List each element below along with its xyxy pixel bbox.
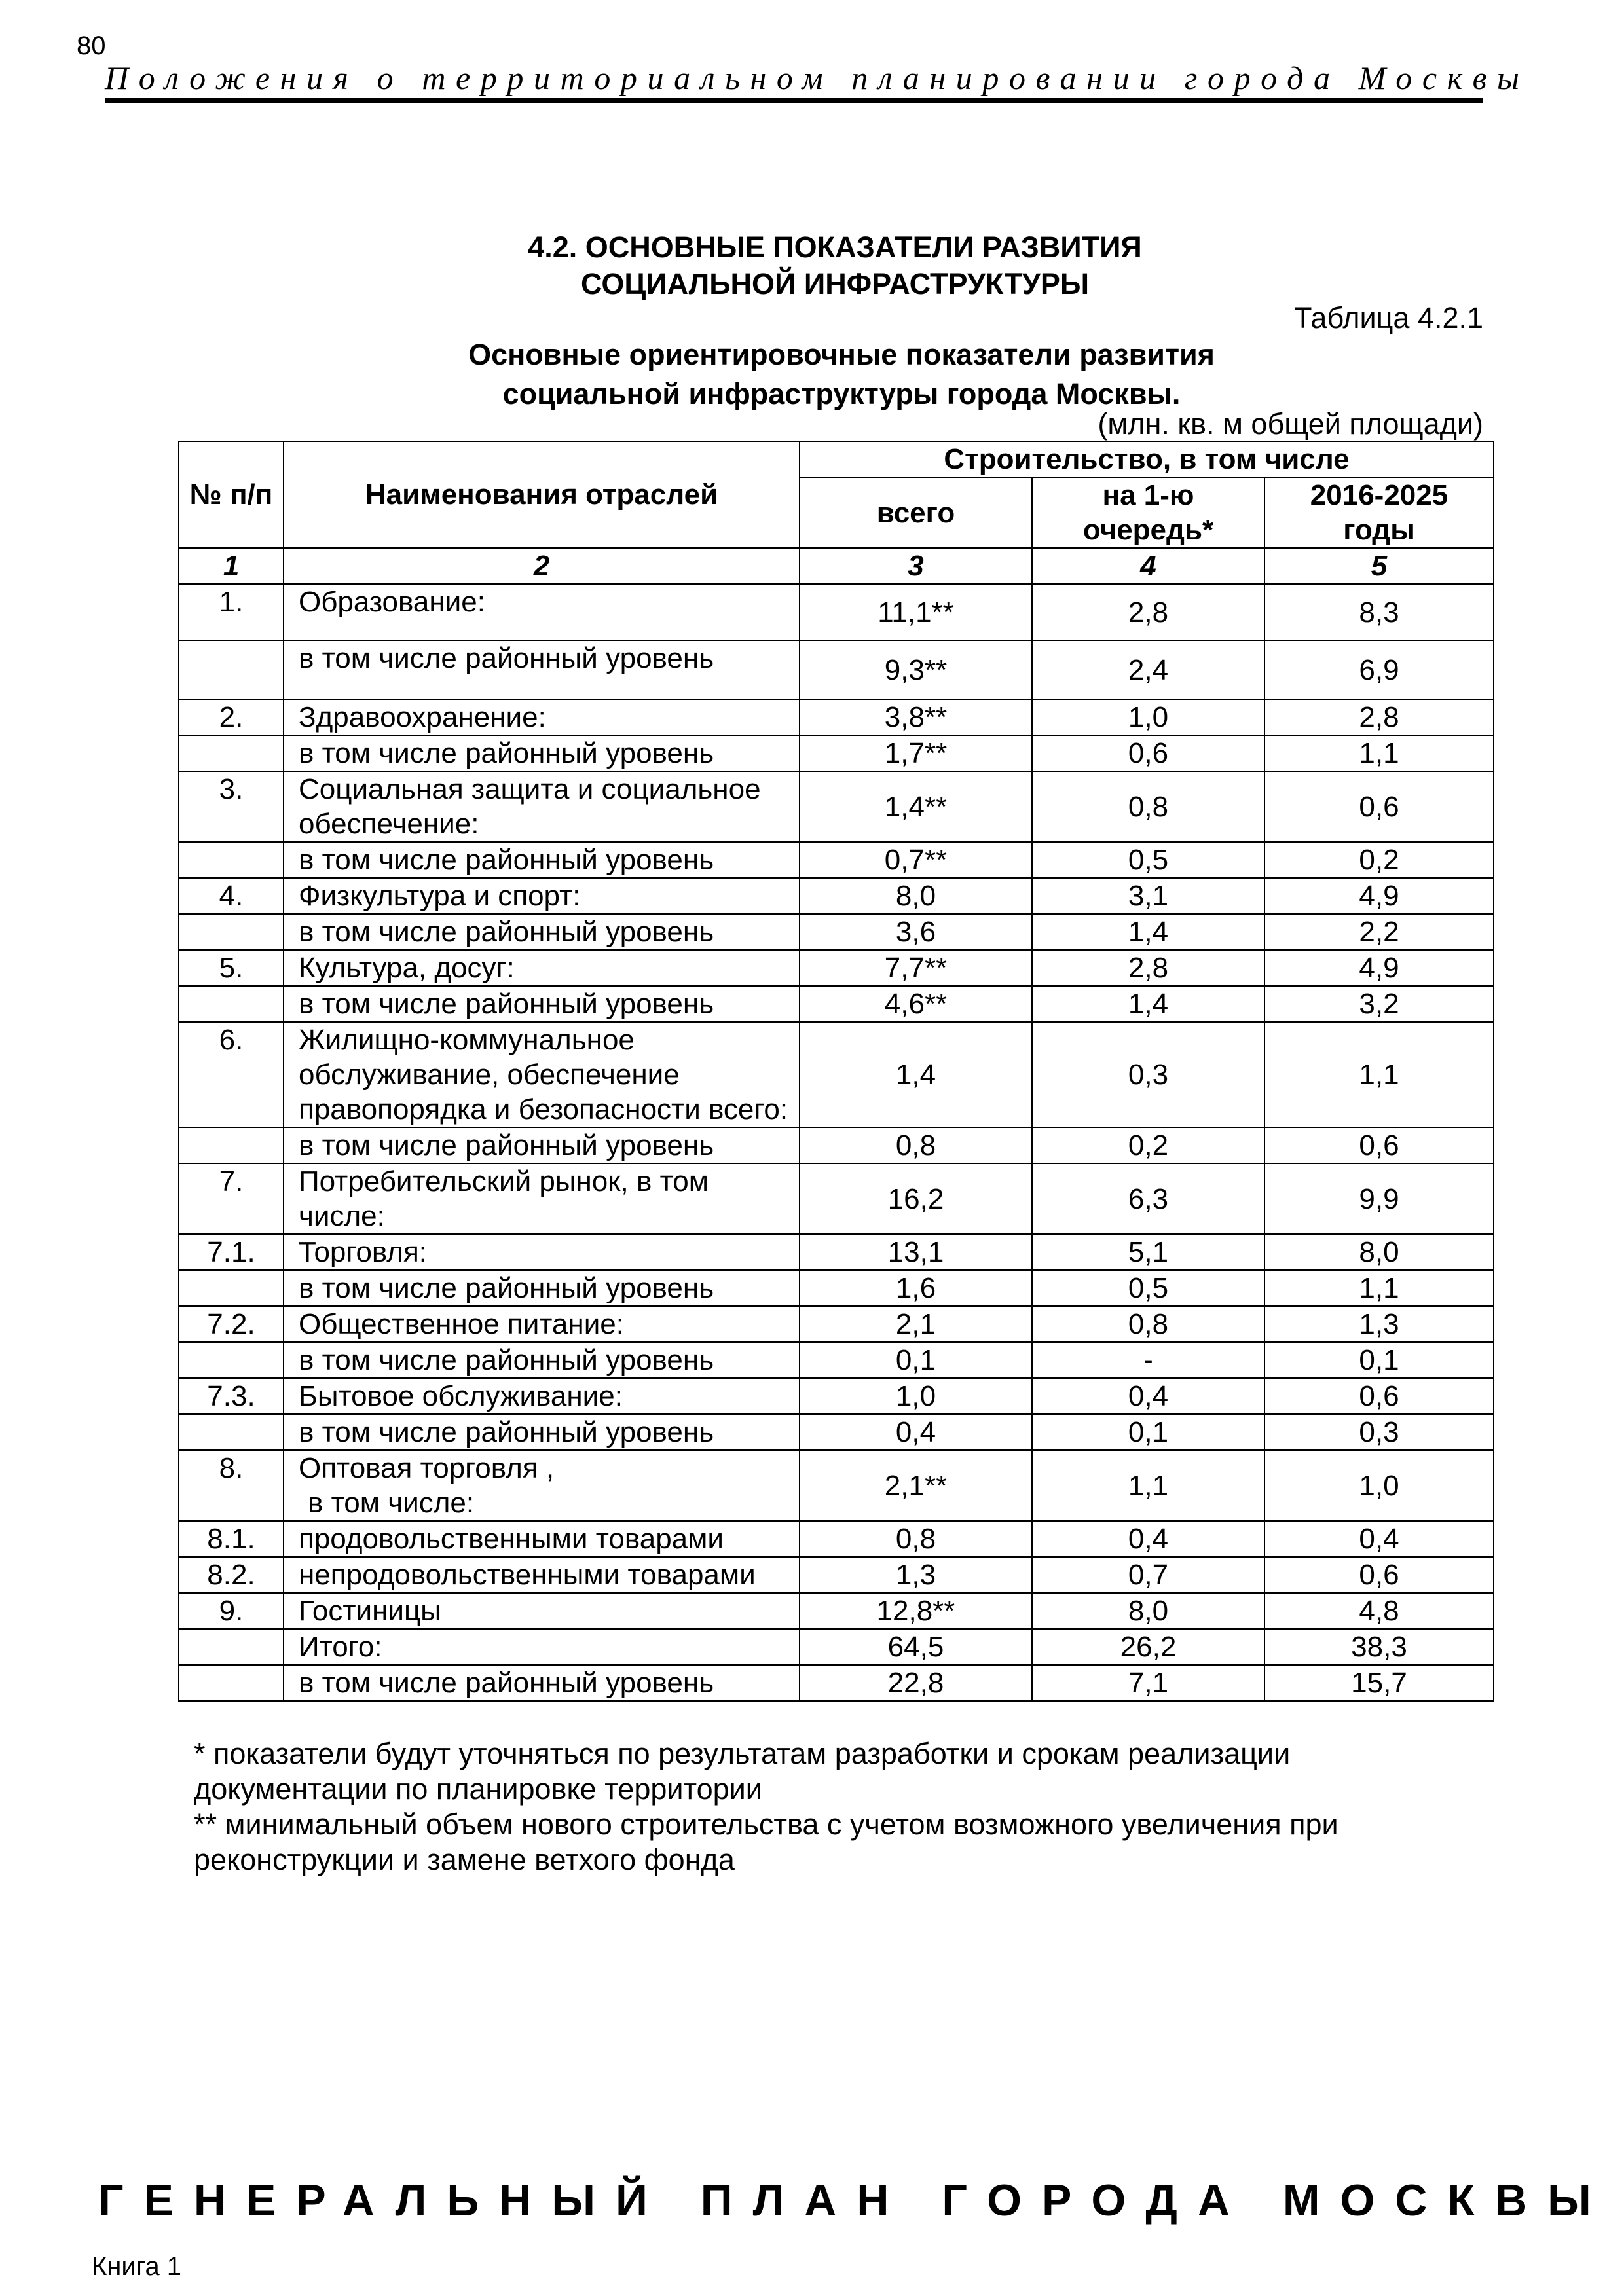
row-name: Гостиницы [284, 1593, 800, 1629]
row-first-stage: 0,6 [1032, 735, 1264, 771]
row-period: 6,9 [1264, 640, 1494, 699]
header-name: Наименования отраслей [284, 441, 800, 548]
row-first-stage: 6,3 [1032, 1163, 1264, 1234]
row-first-stage: 3,1 [1032, 878, 1264, 914]
row-num: 1. [179, 584, 284, 640]
row-total: 2,1 [800, 1306, 1032, 1342]
row-period: 9,9 [1264, 1163, 1494, 1234]
row-total: 0,7** [800, 842, 1032, 878]
row-num [179, 914, 284, 950]
table [178, 441, 1494, 1702]
row-num: 7.2. [179, 1306, 284, 1342]
row-period: 1,1 [1264, 735, 1494, 771]
table-row [179, 1022, 1494, 1127]
table-row [179, 1593, 1494, 1629]
row-period: 1,1 [1264, 1270, 1494, 1306]
table-row [179, 771, 1494, 842]
table-header [179, 441, 1494, 584]
row-first-stage: 0,5 [1032, 1270, 1264, 1306]
header-rule [105, 98, 1483, 103]
row-total: 12,8** [800, 1593, 1032, 1629]
column-number: 4 [1032, 548, 1264, 584]
row-num [179, 1127, 284, 1163]
row-period: 1,1 [1264, 1022, 1494, 1127]
header-first-stage: на 1-ю очередь* [1032, 477, 1264, 548]
row-num: 3. [179, 771, 284, 842]
table-row [179, 950, 1494, 986]
row-period: 4,9 [1264, 878, 1494, 914]
footer-title: ГЕНЕРАЛЬНЫЙ ПЛАН ГОРОДА МОСКВЫ [98, 2176, 1612, 2225]
row-first-stage: 0,5 [1032, 842, 1264, 878]
row-total: 0,4 [800, 1414, 1032, 1450]
column-number: 2 [284, 548, 800, 584]
row-period: 4,9 [1264, 950, 1494, 986]
row-num: 4. [179, 878, 284, 914]
row-name: в том числе районный уровень [284, 735, 800, 771]
row-first-stage: 0,8 [1032, 1306, 1264, 1342]
row-period: 3,2 [1264, 986, 1494, 1022]
row-num [179, 1342, 284, 1378]
row-total: 3,8** [800, 699, 1032, 735]
row-period: 0,6 [1264, 1557, 1494, 1593]
row-total: 1,0 [800, 1378, 1032, 1414]
row-name: Культура, досуг: [284, 950, 800, 986]
table-body [179, 584, 1494, 1701]
table-row [179, 986, 1494, 1022]
table-number: Таблица 4.2.1 [1293, 301, 1483, 335]
row-period: 0,4 [1264, 1521, 1494, 1557]
table-row [179, 878, 1494, 914]
row-first-stage: 26,2 [1032, 1629, 1264, 1665]
row-period: 15,7 [1264, 1665, 1494, 1701]
row-total: 8,0 [800, 878, 1032, 914]
row-name: Здравоохранение: [284, 699, 800, 735]
table-row [179, 1378, 1494, 1414]
row-name: Потребительский рынок, в том числе: [284, 1163, 800, 1234]
row-name: Общественное питание: [284, 1306, 800, 1342]
section-title-line-1: 4.2. ОСНОВНЫЕ ПОКАЗАТЕЛИ РАЗВИТИЯ [528, 230, 1142, 264]
row-first-stage: 2,8 [1032, 950, 1264, 986]
column-number: 3 [800, 548, 1032, 584]
row-num: 6. [179, 1022, 284, 1127]
row-first-stage: 0,1 [1032, 1414, 1264, 1450]
row-name: непродовольственными товарами [284, 1557, 800, 1593]
page-number: 80 [77, 31, 106, 60]
row-name: Жилищно-коммунальное обслуживание, обеспечение правопорядка и безопасности всего: [284, 1022, 800, 1127]
table-row [179, 584, 1494, 640]
row-num [179, 1270, 284, 1306]
row-period: 0,3 [1264, 1414, 1494, 1450]
table-row [179, 1163, 1494, 1234]
row-first-stage: 0,4 [1032, 1378, 1264, 1414]
table-row [179, 1450, 1494, 1521]
row-period: 38,3 [1264, 1629, 1494, 1665]
row-total: 22,8 [800, 1665, 1032, 1701]
section-title [0, 229, 1624, 302]
header-period: 2016-2025 годы [1264, 477, 1494, 548]
row-num [179, 1414, 284, 1450]
footnotes [194, 1736, 1490, 1878]
row-first-stage: 2,8 [1032, 584, 1264, 640]
row-num: 8. [179, 1450, 284, 1521]
table-caption-line-2: социальной инфраструктуры города Москвы. [502, 377, 1181, 410]
table-row [179, 1342, 1494, 1378]
table-row [179, 1414, 1494, 1450]
row-first-stage: 8,0 [1032, 1593, 1264, 1629]
header-total: всего [800, 477, 1032, 548]
row-first-stage: 0,2 [1032, 1127, 1264, 1163]
row-first-stage: 1,4 [1032, 914, 1264, 950]
row-total: 0,1 [800, 1342, 1032, 1378]
row-first-stage: 0,7 [1032, 1557, 1264, 1593]
header-num: № п/п [179, 441, 284, 548]
row-num [179, 842, 284, 878]
row-total: 2,1** [800, 1450, 1032, 1521]
row-total: 1,3 [800, 1557, 1032, 1593]
row-num: 8.2. [179, 1557, 284, 1593]
table-caption-line-1: Основные ориентировочные показатели развития [468, 338, 1215, 371]
table-row [179, 699, 1494, 735]
row-name: в том числе районный уровень [284, 1414, 800, 1450]
row-total: 1,6 [800, 1270, 1032, 1306]
footnote-2: ** минимальный объем нового строительства с учетом возможного увеличения при реконструкции и замене ветхого фонда [194, 1808, 1338, 1876]
row-first-stage: - [1032, 1342, 1264, 1378]
row-total: 1,4** [800, 771, 1032, 842]
row-period: 0,6 [1264, 1127, 1494, 1163]
row-name: в том числе районный уровень [284, 1127, 800, 1163]
row-name: Итого: [284, 1629, 800, 1665]
row-num [179, 735, 284, 771]
row-period: 0,6 [1264, 1378, 1494, 1414]
running-head: Положения о территориальном планировании города Москвы [105, 60, 1530, 96]
row-total: 1,4 [800, 1022, 1032, 1127]
row-name: в том числе районный уровень [284, 640, 800, 699]
row-name: Бытовое обслуживание: [284, 1378, 800, 1414]
row-total: 11,1** [800, 584, 1032, 640]
row-first-stage: 2,4 [1032, 640, 1264, 699]
row-period: 8,3 [1264, 584, 1494, 640]
row-name-line-1: Оптовая торговля , [299, 1452, 555, 1484]
section-title-line-2: СОЦИАЛЬНОЙ ИНФРАСТРУКТУРЫ [580, 267, 1089, 301]
row-period: 1,0 [1264, 1450, 1494, 1521]
row-name-line-2: в том числе: [308, 1487, 475, 1519]
table-row [179, 1665, 1494, 1701]
column-number: 5 [1264, 548, 1494, 584]
row-num [179, 1629, 284, 1665]
column-numbers-row [179, 548, 1494, 584]
row-total: 13,1 [800, 1234, 1032, 1270]
row-total: 3,6 [800, 914, 1032, 950]
row-num: 7. [179, 1163, 284, 1234]
row-name: Образование: [284, 584, 800, 640]
row-period: 0,1 [1264, 1342, 1494, 1378]
row-first-stage: 0,4 [1032, 1521, 1264, 1557]
row-num: 7.1. [179, 1234, 284, 1270]
row-name: Торговля: [284, 1234, 800, 1270]
row-first-stage: 1,4 [1032, 986, 1264, 1022]
table-row [179, 1557, 1494, 1593]
indicators-table [178, 441, 1493, 1702]
row-total: 4,6** [800, 986, 1032, 1022]
row-total: 9,3** [800, 640, 1032, 699]
row-num: 2. [179, 699, 284, 735]
column-number: 1 [179, 548, 284, 584]
row-period: 2,2 [1264, 914, 1494, 950]
row-name: в том числе районный уровень [284, 1270, 800, 1306]
footnote-1: * показатели будут уточняться по результатам разработки и срокам реализации документации по планировке территории [194, 1737, 1291, 1806]
row-first-stage: 1,0 [1032, 699, 1264, 735]
row-name: Физкультура и спорт: [284, 878, 800, 914]
row-total: 1,7** [800, 735, 1032, 771]
row-period: 8,0 [1264, 1234, 1494, 1270]
row-num [179, 1665, 284, 1701]
units-note: (млн. кв. м общей площади) [1098, 407, 1483, 441]
row-period: 2,8 [1264, 699, 1494, 735]
row-first-stage: 7,1 [1032, 1665, 1264, 1701]
row-name: в том числе районный уровень [284, 1665, 800, 1701]
row-period: 0,2 [1264, 842, 1494, 878]
row-name: Социальная защита и социальное обеспечение: [284, 771, 800, 842]
row-period: 0,6 [1264, 771, 1494, 842]
row-num [179, 986, 284, 1022]
row-first-stage: 0,8 [1032, 771, 1264, 842]
row-first-stage: 1,1 [1032, 1450, 1264, 1521]
table-row [179, 735, 1494, 771]
row-total: 0,8 [800, 1521, 1032, 1557]
row-first-stage: 0,3 [1032, 1022, 1264, 1127]
row-name: в том числе районный уровень [284, 842, 800, 878]
table-row [179, 640, 1494, 699]
row-name: продовольственными товарами [284, 1521, 800, 1557]
row-name: в том числе районный уровень [284, 986, 800, 1022]
row-total: 7,7** [800, 950, 1032, 986]
book-label: Книга 1 [92, 2252, 182, 2281]
table-row [179, 1306, 1494, 1342]
row-total: 16,2 [800, 1163, 1032, 1234]
table-caption [0, 335, 1624, 414]
row-name [284, 1450, 800, 1521]
table-row [179, 1629, 1494, 1665]
header-construction: Строительство, в том числе [800, 441, 1494, 477]
table-row [179, 914, 1494, 950]
row-num: 9. [179, 1593, 284, 1629]
row-total: 0,8 [800, 1127, 1032, 1163]
row-name: в том числе районный уровень [284, 914, 800, 950]
row-name: в том числе районный уровень [284, 1342, 800, 1378]
table-row [179, 1127, 1494, 1163]
table-row [179, 842, 1494, 878]
table-row [179, 1234, 1494, 1270]
table-row [179, 1521, 1494, 1557]
row-period: 1,3 [1264, 1306, 1494, 1342]
row-period: 4,8 [1264, 1593, 1494, 1629]
row-first-stage: 5,1 [1032, 1234, 1264, 1270]
row-num: 5. [179, 950, 284, 986]
row-total: 64,5 [800, 1629, 1032, 1665]
row-num: 8.1. [179, 1521, 284, 1557]
table-row [179, 1270, 1494, 1306]
row-num [179, 640, 284, 699]
row-num: 7.3. [179, 1378, 284, 1414]
